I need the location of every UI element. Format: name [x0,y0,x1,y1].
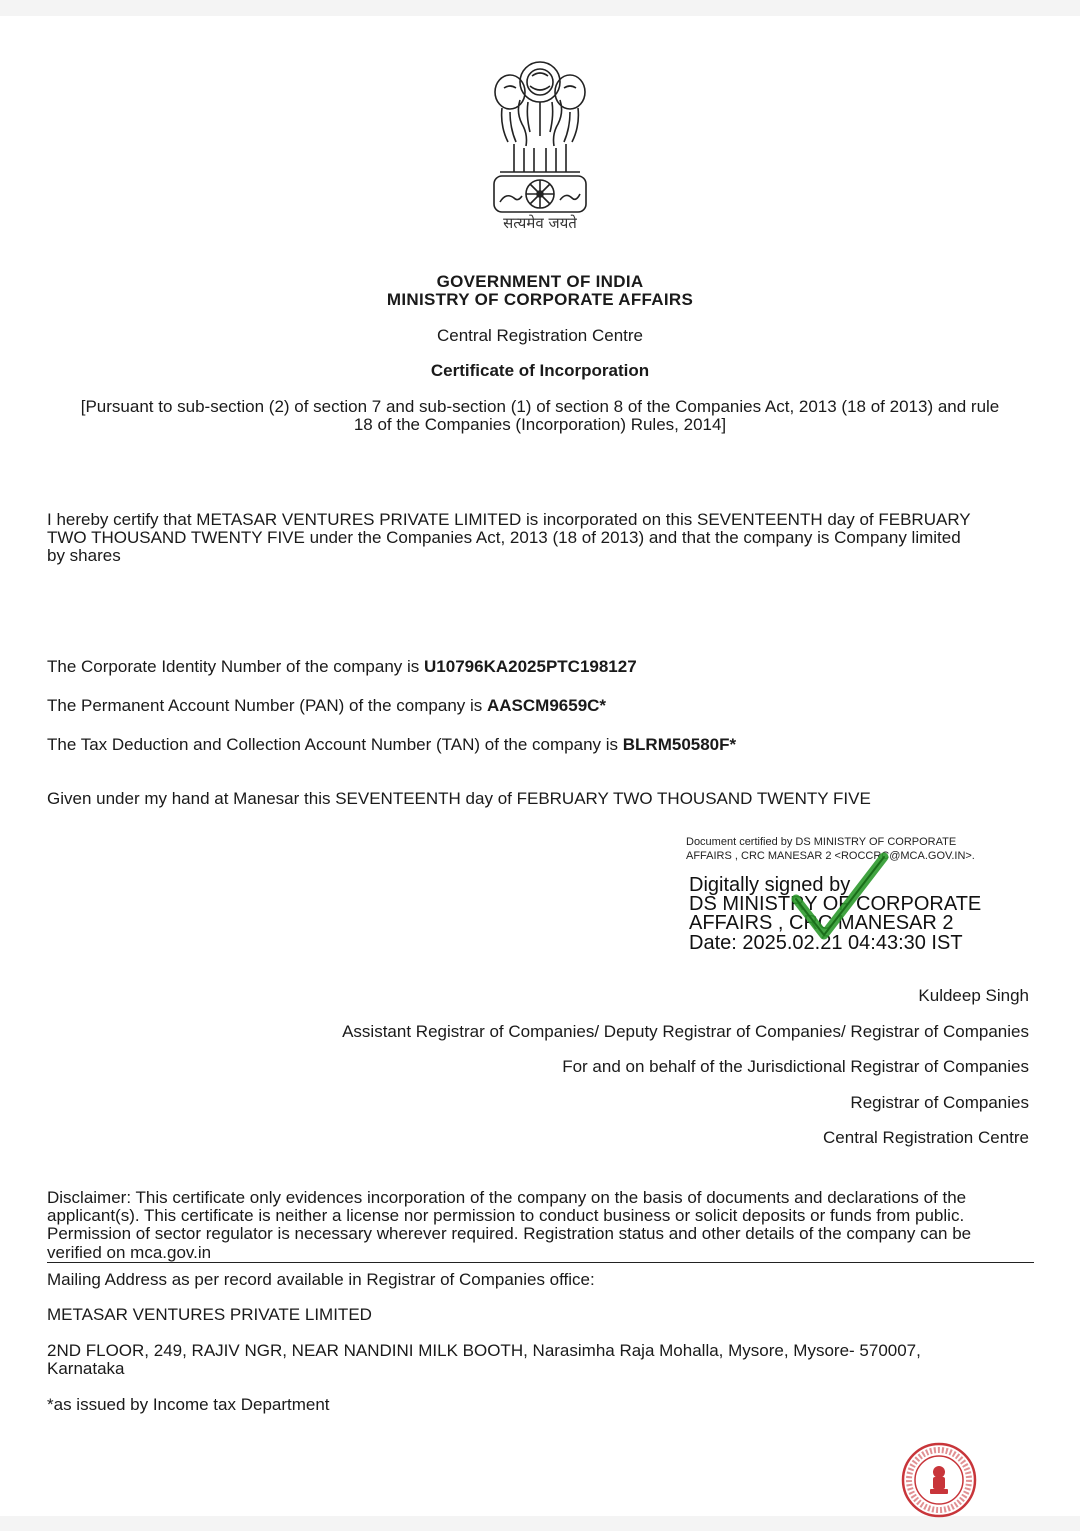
emblem-seal-icon [900,1441,978,1519]
government-heading: GOVERNMENT OF INDIA [436,272,644,291]
certify-line-1: I hereby certify that METASAR VENTURES PRIVATE LIMITED is incorporated on this SEVENTEENTH day of FEBRUARY [47,510,971,529]
disclaimer-line-2: applicant(s). This certificate is neither a license nor permission to conduct business or solicit deposits or funds from public. [47,1206,965,1225]
disclaimer-line-1: Disclaimer: This certificate only evidences incorporation of the company on the basis of documents and declarations of the [47,1188,967,1207]
document-certified-line-1: Document certified by DS MINISTRY OF CORPORATE [686,836,957,848]
national-motto: सत्यमेव जयते [503,214,577,232]
digitally-signed-line-2: DS MINISTRY OF CORPORATE [689,893,982,915]
disclaimer-line-3: Permission of sector regulator is necessary wherever required. Registration status and other details of the company can be [47,1224,972,1243]
pan-value: AASCM9659C* [487,696,607,715]
document-certified-line-2: AFFAIRS , CRC MANESAR 2 <ROCCRC@MCA.GOV.IN>. [686,850,975,862]
certify-line-3: by shares [47,546,121,565]
disclaimer-line-4: verified on mca.gov.in [47,1243,212,1262]
ministry-heading: MINISTRY OF CORPORATE AFFAIRS [386,290,694,309]
digitally-signed-line-1: Digitally signed by [689,874,851,896]
signatory-designation: Assistant Registrar of Companies/ Deputy Registrar of Companies/ Registrar of Companies [342,1022,1029,1041]
tan-line [47,735,736,755]
digitally-signed-line-3: AFFAIRS , CRC MANESAR 2 [689,912,954,934]
divider-line [47,1262,1034,1263]
digitally-signed-date: Date: 2025.02.21 04:43:30 IST [689,932,963,954]
tan-label: The Tax Deduction and Collection Account Number (TAN) of the company is [47,735,623,754]
certificate-title: Certificate of Incorporation [430,361,650,380]
centre-heading: Central Registration Centre [437,326,643,345]
mailing-address-heading: Mailing Address as per record available in Registrar of Companies office: [47,1270,595,1289]
on-behalf-line: For and on behalf of the Jurisdictional Registrar of Companies [562,1057,1029,1076]
pursuant-line-1: [Pursuant to sub-section (2) of section 7 and sub-section (1) of section 8 of the Companies Act, 2013 (18 of 2013) and rule [80,397,1000,416]
tan-value: BLRM50580F* [622,735,737,754]
address-line-2: Karnataka [47,1359,125,1378]
pursuant-line-2: 18 of the Companies (Incorporation) Rules, 2014] [353,415,727,434]
registration-centre-line: Central Registration Centre [823,1128,1029,1147]
signatory-name: Kuldeep Singh [918,986,1029,1005]
signature-valid-check-icon [790,851,890,941]
pan-line [47,696,606,716]
cin-value: U10796KA2025PTC198127 [424,657,637,676]
pan-label: The Permanent Account Number (PAN) of the company is [47,696,487,715]
address-line-1: 2ND FLOOR, 249, RAJIV NGR, NEAR NANDINI MILK BOOTH, Narasimha Raja Mohalla, Mysore, Mysore- 570007, [47,1341,921,1360]
given-under-line: Given under my hand at Manesar this SEVENTEENTH day of FEBRUARY TWO THOUSAND TWENTY FIVE [47,789,871,808]
cin-label: The Corporate Identity Number of the company is [47,657,425,676]
company-name: METASAR VENTURES PRIVATE LIMITED [47,1305,372,1324]
certificate-page [0,16,1080,1516]
registrar-line: Registrar of Companies [850,1093,1029,1112]
footnote: *as issued by Income tax Department [47,1395,330,1414]
cin-line [47,657,637,677]
certify-line-2: TWO THOUSAND TWENTY FIVE under the Companies Act, 2013 (18 of 2013) and that the company is Company limited [47,528,961,547]
